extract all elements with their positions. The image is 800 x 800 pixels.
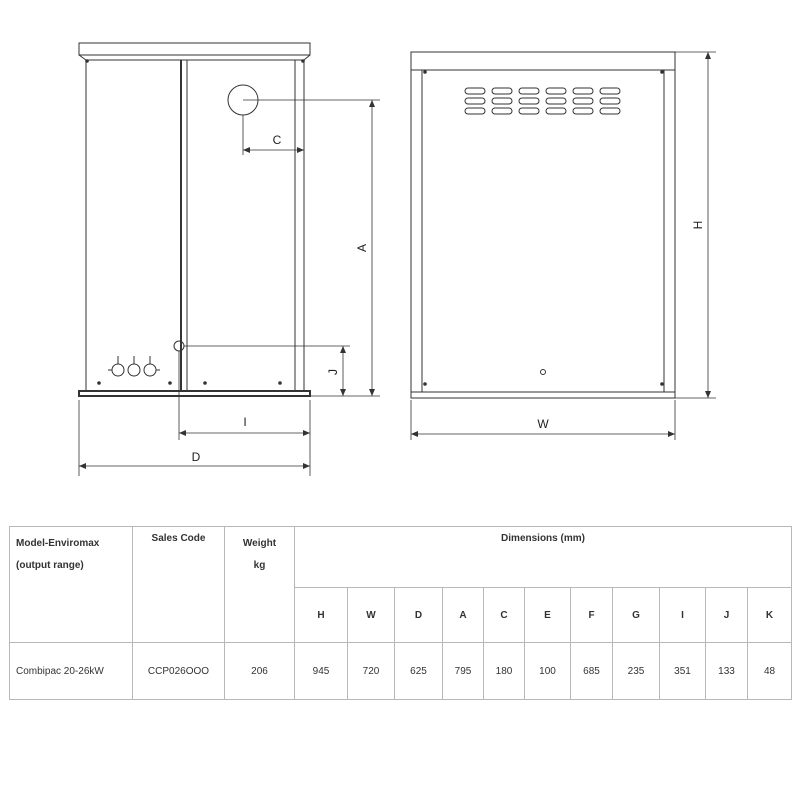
vent-slot [492,88,512,94]
dimension-column-header: J [706,588,748,643]
vent-slot [546,108,566,114]
header-sales-code: Sales Code [133,527,225,643]
dimension-column-header: D [395,588,443,643]
dimensions-table [9,526,792,700]
front-view [411,52,716,440]
cell-model: Combipac 20-26kW [10,643,133,700]
label-i: I [243,415,247,429]
vent-slot [465,98,485,104]
cell-dimension: 720 [348,643,395,700]
vent-slot [546,88,566,94]
vent-slot [519,98,539,104]
vent-slot [573,88,593,94]
dimension-column-header: K [748,588,792,643]
cell-dimension: 100 [525,643,571,700]
header-model: Model-Enviromax (output range) [10,527,133,643]
vent-slot [519,88,539,94]
cell-dimension: 625 [395,643,443,700]
table-row [10,643,792,700]
dimension-column-header: A [443,588,484,643]
dimension-column-header: W [348,588,395,643]
cell-weight: 206 [225,643,295,700]
cell-dimension: 795 [443,643,484,700]
cell-dimension: 180 [484,643,525,700]
label-w: W [537,417,549,431]
dimension-arrows [79,52,711,469]
cell-dimension: 48 [748,643,792,700]
vent-slot [600,108,620,114]
vent-slot [573,98,593,104]
vent-slot [573,108,593,114]
vent-slot [546,98,566,104]
vent-slot [519,108,539,114]
side-view [79,43,380,476]
label-j: J [326,369,340,375]
label-h: H [691,220,705,230]
dimension-column-header: C [484,588,525,643]
vent-slot [492,98,512,104]
label-d: D [191,450,201,464]
table-header-row [10,527,792,588]
cell-sales-code: CCP026OOO [133,643,225,700]
vent-slot [600,88,620,94]
vent-slot [600,98,620,104]
dimension-column-header: E [525,588,571,643]
dimension-column-header: H [295,588,348,643]
dimension-column-header: F [571,588,613,643]
label-c: C [272,133,282,147]
vent-slot [465,88,485,94]
cell-dimension: 133 [706,643,748,700]
header-weight: Weight kg [225,527,295,643]
ventilation-slots [465,88,620,114]
vent-slot [492,108,512,114]
cell-dimension: 235 [613,643,660,700]
header-dimensions: Dimensions (mm) [295,527,792,588]
cell-dimension: 685 [571,643,613,700]
cell-dimension: 945 [295,643,348,700]
cell-dimension: 351 [660,643,706,700]
dimension-column-header: I [660,588,706,643]
vent-slot [465,108,485,114]
dimension-column-header: G [613,588,660,643]
label-a: A [355,243,369,253]
